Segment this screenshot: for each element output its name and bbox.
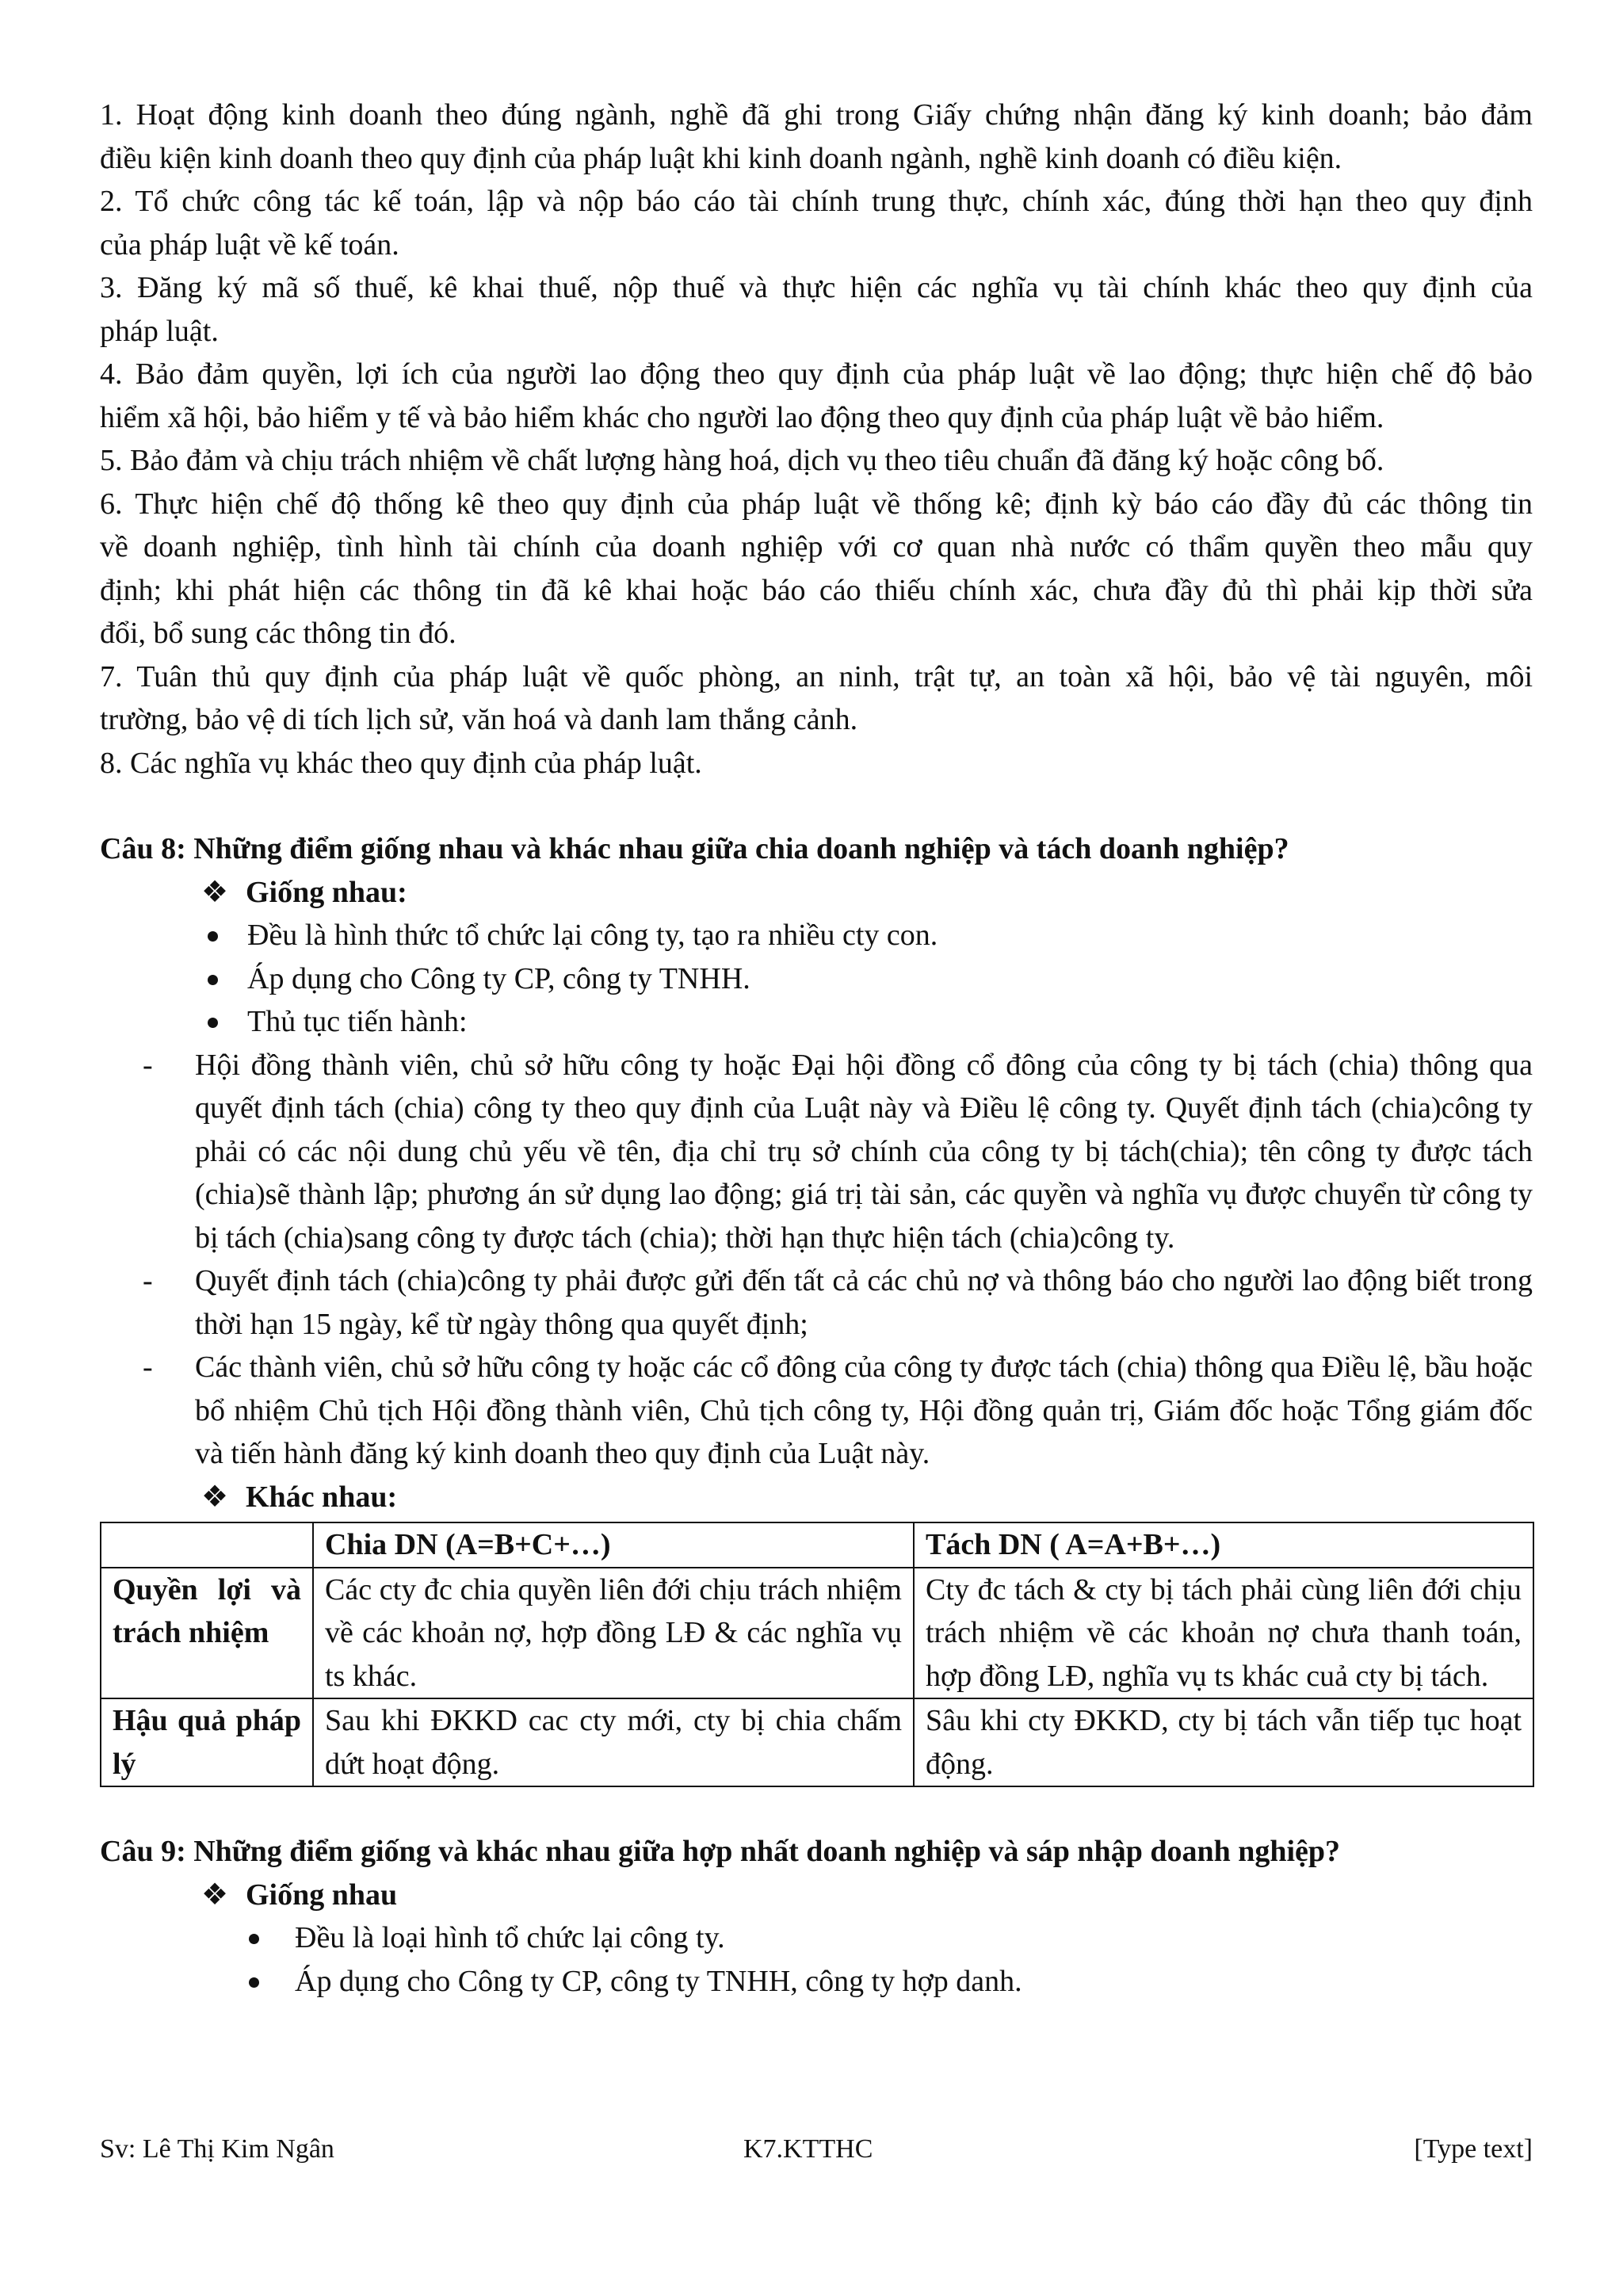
similar-bullet-list bbox=[100, 914, 1533, 1044]
row-header-cell: Quyền lợi và trách nhiệm bbox=[101, 1568, 313, 1699]
intro-line: hiểm xã hội, bảo hiểm y tế và bảo hiểm khác cho người lao động theo quy định của pháp luật về bảo hiểm. bbox=[100, 400, 1384, 434]
document-page bbox=[100, 94, 1533, 2003]
footer-placeholder: [Type text] bbox=[1414, 2134, 1533, 2164]
intro-line: định; khi phát hiện các thông tin đã kê khai hoặc báo cáo thiếu chính xác, chưa đầy đủ thì phải kịp thời sửa bbox=[100, 573, 1533, 607]
intro-line: của pháp luật về kế toán. bbox=[100, 227, 399, 262]
intro-line: 2. Tổ chức công tác kế toán, lập và nộp báo cáo tài chính trung thực, chính xác, đúng thời hạn theo quy định bbox=[100, 185, 1533, 218]
diamond-bullet-icon: ❖ bbox=[201, 1480, 229, 1514]
table-cell: Sâu khi cty ĐKKD, cty bị tách vẫn tiếp tục hoạt động. bbox=[914, 1698, 1533, 1786]
bullet-dot-icon bbox=[249, 1934, 259, 1944]
table-cell: Sau khi ĐKKD cac cty mới, cty bị chia chấm dứt hoạt động. bbox=[313, 1698, 914, 1786]
question-9-heading: Câu 9: Những điểm giống và khác nhau giữa hợp nhất doanh nghiệp và sáp nhập doanh nghiệp? bbox=[100, 1835, 1341, 1868]
similar-bullet-list bbox=[100, 1916, 1533, 2003]
procedure-dash-list bbox=[100, 1044, 1533, 1476]
similar-label: Giống nhau: bbox=[246, 875, 407, 909]
table-header-cell bbox=[101, 1522, 313, 1568]
bullet-dot-icon bbox=[249, 1977, 259, 1988]
table-cell: Các cty đc chia quyền liên đới chịu trách nhiệm về các khoản nợ, hợp đồng LĐ & các nghĩa vụ ts khác. bbox=[313, 1568, 914, 1699]
intro-line: trường, bảo vệ di tích lịch sử, văn hoá và danh lam thắng cảnh. bbox=[100, 703, 858, 736]
dash-bullet-icon: - bbox=[143, 1350, 153, 1384]
comparison-table bbox=[100, 1522, 1534, 1787]
intro-line: 8. Các nghĩa vụ khác theo quy định của pháp luật. bbox=[100, 746, 702, 780]
diamond-bullet-icon: ❖ bbox=[201, 875, 229, 909]
bullet-dot-icon bbox=[208, 975, 218, 985]
list-item: Thủ tục tiến hành: bbox=[100, 1000, 1533, 1044]
footer-class-code: K7.KTTHC bbox=[743, 2134, 873, 2164]
bullet-dot-icon bbox=[208, 931, 218, 942]
dash-bullet-icon: - bbox=[143, 1048, 153, 1082]
intro-line: 3. Đăng ký mã số thuế, kê khai thuế, nộp thuế và thực hiện các nghĩa vụ tài chính khác theo quy định của bbox=[100, 271, 1533, 304]
table-row bbox=[101, 1698, 1533, 1786]
diamond-bullet-icon: ❖ bbox=[201, 1878, 229, 1912]
bullet-dot-icon bbox=[208, 1018, 218, 1028]
list-item: Áp dụng cho Công ty CP, công ty TNHH, công ty hợp danh. bbox=[100, 1960, 1533, 2004]
list-item: - Quyết định tách (chia)công ty phải được gửi đến tất cả các chủ nợ và thông báo cho người lao động biết trong thời hạn 15 ngày, kể từ ngày thông qua quyết định; bbox=[100, 1259, 1533, 1346]
intro-line: 6. Thực hiện chế độ thống kê theo quy định của pháp luật về thống kê; định kỳ báo cáo đầy đủ các thông tin bbox=[100, 487, 1533, 521]
table-header-cell: Chia DN (A=B+C+…) bbox=[313, 1522, 914, 1568]
intro-line: 7. Tuân thủ quy định của pháp luật về quốc phòng, an ninh, trật tự, an toàn xã hội, bảo vệ tài nguyên, môi bbox=[100, 659, 1533, 693]
dash-bullet-icon: - bbox=[143, 1264, 153, 1297]
table-header-cell: Tách DN ( A=A+B+…) bbox=[914, 1522, 1533, 1568]
list-item: Đều là hình thức tổ chức lại công ty, tạo ra nhiều cty con. bbox=[100, 914, 1533, 957]
intro-line: đổi, bổ sung các thông tin đó. bbox=[100, 617, 456, 650]
intro-line: 1. Hoạt động kinh doanh theo đúng ngành, nghề đã ghi trong Giấy chứng nhận đăng ký kinh doanh; bảo đảm bbox=[100, 98, 1533, 132]
intro-line: về doanh nghiệp, tình hình tài chính của doanh nghiệp với cơ quan nhà nước có thẩm quyền theo mẫu quy bbox=[100, 530, 1533, 563]
list-item: Áp dụng cho Công ty CP, công ty TNHH. bbox=[100, 957, 1533, 1001]
similar-label: Giống nhau bbox=[246, 1878, 398, 1912]
different-heading bbox=[100, 1476, 1533, 1519]
table-row bbox=[101, 1568, 1533, 1699]
question-8-heading: Câu 8: Những điểm giống nhau và khác nhau giữa chia doanh nghiệp và tách doanh nghiệp? bbox=[100, 832, 1289, 865]
list-item: - Hội đồng thành viên, chủ sở hữu công ty hoặc Đại hội đồng cổ đông của công ty bị tách (chia) thông qua quyết định tách (chia) công ty theo quy định của Luật này và Điều lệ công ty. Quyết định tách (chia)công ty phải có các nội dung chủ yếu về tên, địa chỉ trụ sở chính của công ty bị tách(chia); tên công ty được tách (chia)sẽ thành lập; phương án sử dụng lao động; giá trị tài sản, các quyền và nghĩa vụ được chuyển từ công ty bị tách (chia)sang công ty được tách (chia); thời hạn thực hiện tách (chia)công ty. bbox=[100, 1044, 1533, 1260]
table-header-row bbox=[101, 1522, 1533, 1568]
similar-heading bbox=[100, 871, 1533, 915]
intro-line: điều kiện kinh doanh theo quy định của pháp luật khi kinh doanh ngành, nghề kinh doanh có điều kiện. bbox=[100, 141, 1342, 175]
intro-list bbox=[100, 94, 1533, 785]
similar-heading bbox=[100, 1874, 1533, 1917]
table-cell: Cty đc tách & cty bị tách phải cùng liên đới chịu trách nhiệm về các khoản nợ chưa thanh toán, hợp đồng LĐ, nghĩa vụ ts khác cuả cty bị tách. bbox=[914, 1568, 1533, 1699]
row-header-cell: Hậu quả pháp lý bbox=[101, 1698, 313, 1786]
intro-line: 5. Bảo đảm và chịu trách nhiệm về chất lượng hàng hoá, dịch vụ theo tiêu chuẩn đã đăng ký hoặc công bố. bbox=[100, 444, 1384, 477]
footer-student-name: Sv: Lê Thị Kim Ngân bbox=[100, 2134, 334, 2164]
different-label: Khác nhau: bbox=[246, 1480, 398, 1514]
list-item: Đều là loại hình tổ chức lại công ty. bbox=[100, 1916, 1533, 1960]
intro-line: 4. Bảo đảm quyền, lợi ích của người lao động theo quy định của pháp luật về lao động; thực hiện chế độ bảo bbox=[100, 357, 1533, 391]
intro-line: pháp luật. bbox=[100, 314, 219, 348]
list-item: - Các thành viên, chủ sở hữu công ty hoặc các cổ đông của công ty được tách (chia) thông qua Điều lệ, bầu hoặc bổ nhiệm Chủ tịch Hội đồng thành viên, Chủ tịch công ty, Hội đồng quản trị, Giám đốc hoặc Tổng giám đốc và tiến hành đăng ký kinh doanh theo quy định của Luật này. bbox=[100, 1346, 1533, 1476]
